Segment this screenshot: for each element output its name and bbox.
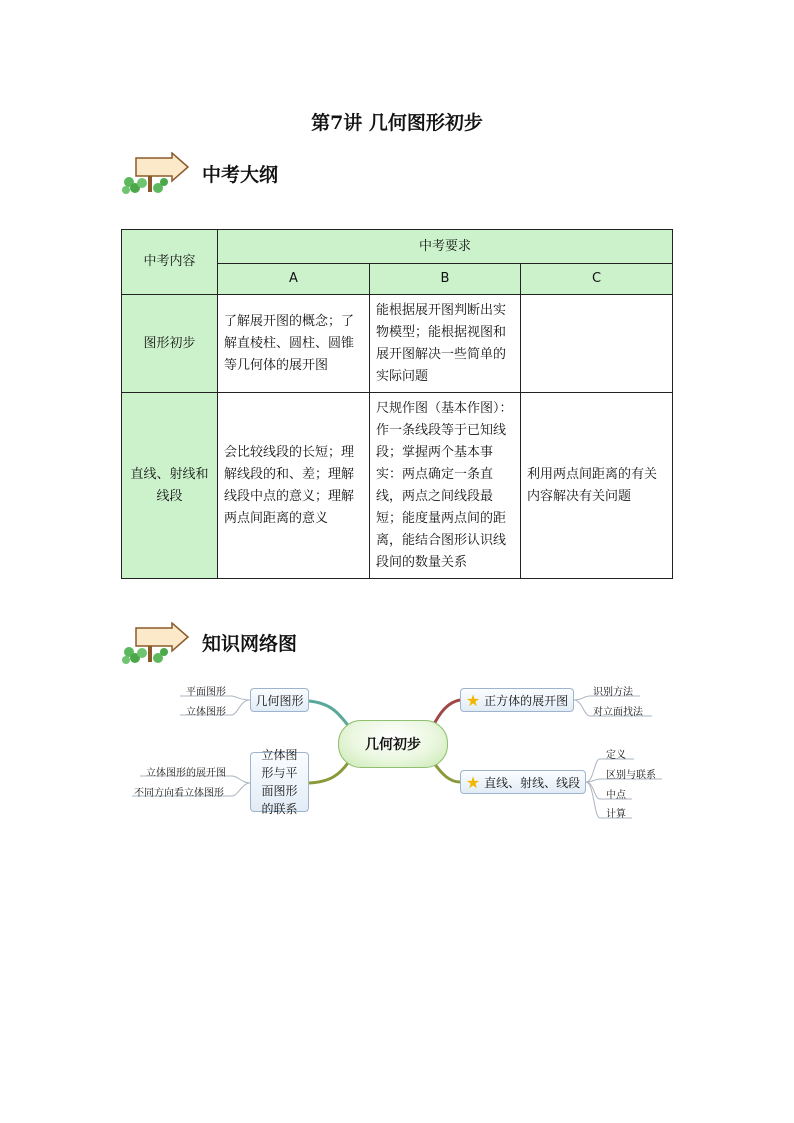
header-level-b: B <box>370 264 521 295</box>
mindmap-root: 几何初步 <box>338 720 448 768</box>
row-cell-b: 尺规作图（基本作图）：作一条线段等于已知线段；掌握两个基本事实：两点确定一条直线，两点之间线段最短；能度量两点间的距离，能结合图形认识线段间的数量关系 <box>370 393 521 579</box>
section-title-outline: 中考大纲 <box>202 164 279 186</box>
row-cell-b: 能根据展开图判断出实物模型；能根据视图和展开图解决一些简单的实际问题 <box>370 295 521 393</box>
mindmap-leaf: 不同方向看立体图形 <box>134 788 224 799</box>
mindmap-leaf: 立体图形的展开图 <box>146 768 226 779</box>
header-level-c: C <box>521 264 673 295</box>
row-cell-c: 利用两点间距离的有关内容解决有关问题 <box>521 393 673 579</box>
mindmap-leaf: 立体图形 <box>186 707 226 718</box>
section-title-network: 知识网络图 <box>202 633 298 655</box>
mindmap-leaf: 计算 <box>606 809 626 820</box>
header-level-a: A <box>218 264 370 295</box>
mindmap-node-relation: 立体图形与平面图形的联系 <box>250 752 309 812</box>
star-icon: ★ <box>465 690 481 710</box>
mindmap-leaf: 定义 <box>606 750 626 761</box>
star-icon: ★ <box>465 772 481 792</box>
header-content: 中考内容 <box>122 230 218 295</box>
branch-connector <box>309 760 350 783</box>
mindmap-leaf: 识别方法 <box>593 687 633 698</box>
mindmap-leaf: 平面图形 <box>186 687 226 698</box>
mindmap-leaf: 中点 <box>606 790 626 801</box>
page-title: 第7讲 几何图形初步 <box>311 112 483 134</box>
node-label: 正方体的展开图 <box>484 693 569 708</box>
branch-connector <box>309 701 350 728</box>
mindmap-node-shapes: 几何图形 <box>250 688 309 712</box>
mindmap-node-cube-net <box>460 688 574 712</box>
mindmap-node-lines <box>460 770 586 794</box>
header-requirement: 中考要求 <box>218 230 673 264</box>
row-name: 直线、射线和线段 <box>122 393 218 579</box>
mindmap-leaf: 区别与联系 <box>606 770 656 781</box>
row-cell-a: 会比较线段的长短；理解线段的和、差；理解线段中点的意义；理解两点间距离的意义 <box>218 393 370 579</box>
row-cell-a: 了解展开图的概念；了解直棱柱、圆柱、圆锥等几何体的展开图 <box>218 295 370 393</box>
node-label: 直线、射线、线段 <box>484 775 581 790</box>
row-name: 图形初步 <box>122 295 218 393</box>
mindmap-leaf: 对立面找法 <box>593 707 643 718</box>
